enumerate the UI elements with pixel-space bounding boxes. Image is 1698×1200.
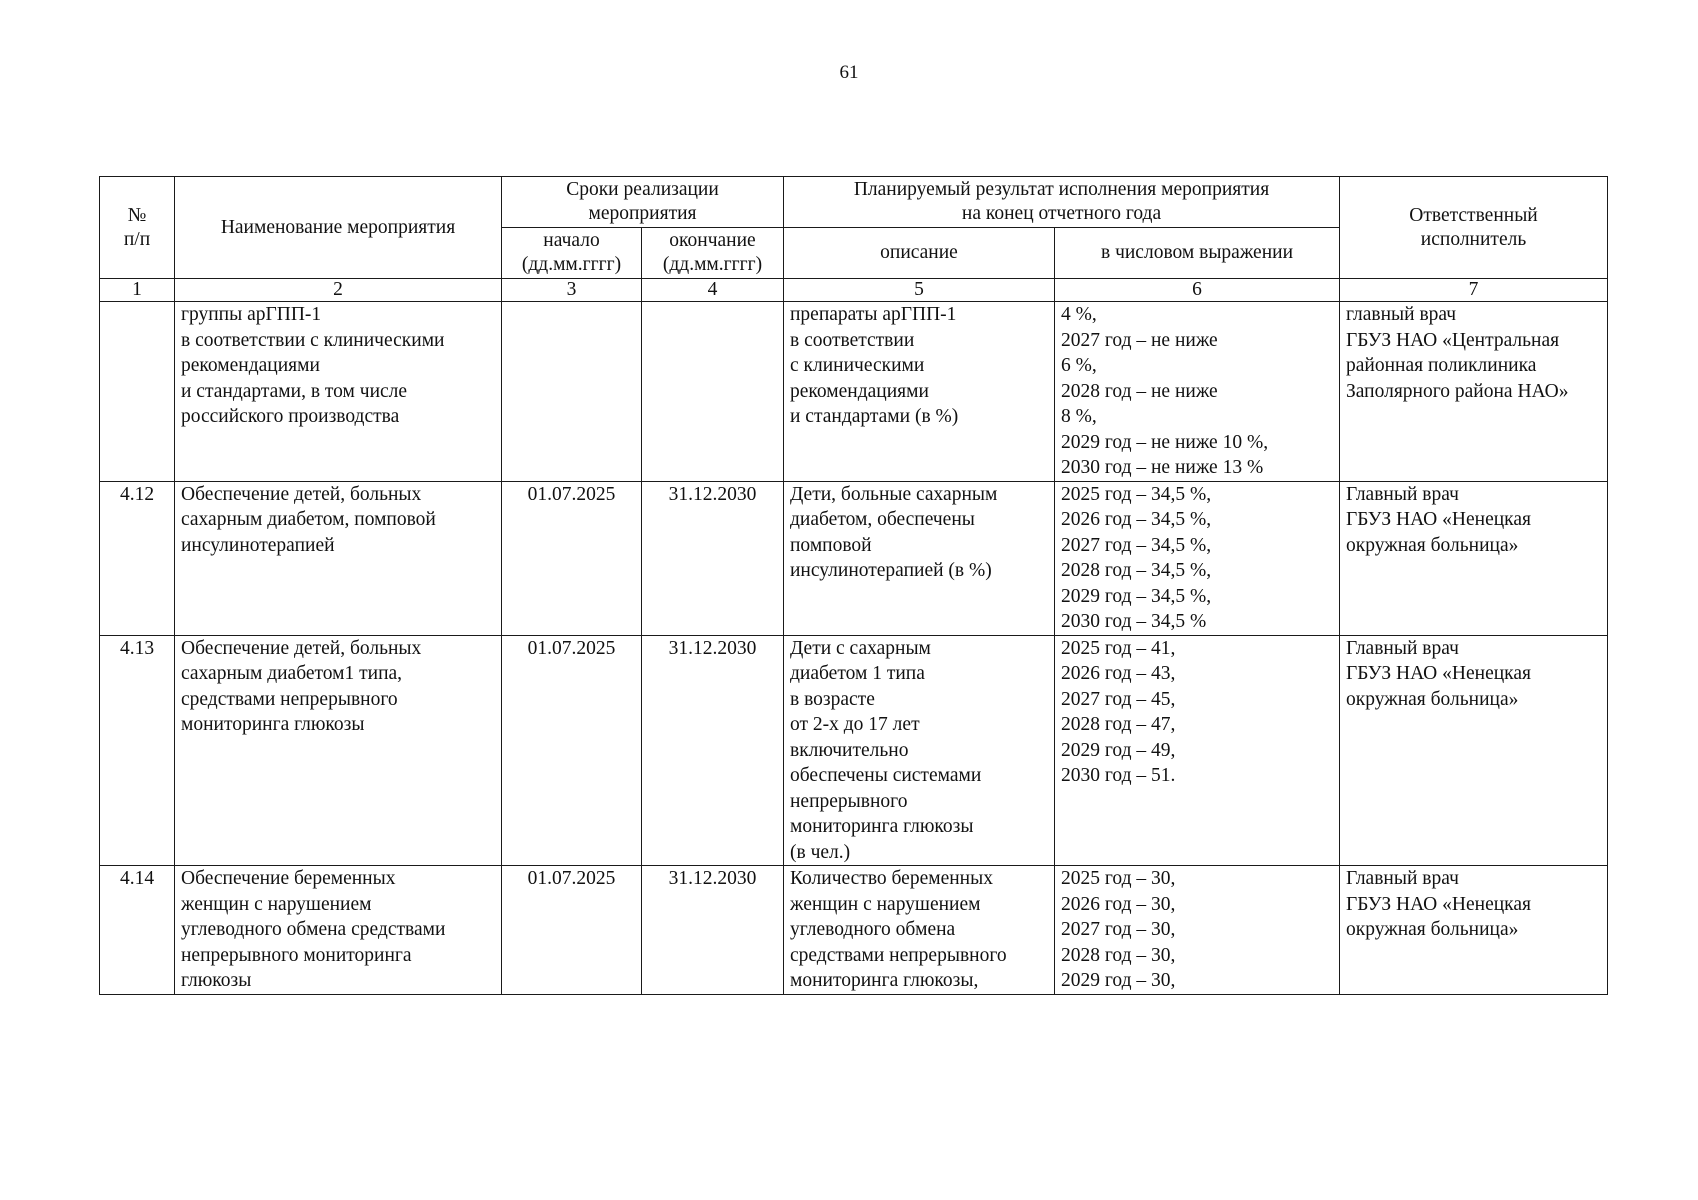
table-row bbox=[100, 302, 1608, 482]
column-number: 3 bbox=[502, 279, 642, 302]
row-end-date: 31.12.2030 bbox=[642, 635, 784, 866]
row-start-date: 01.07.2025 bbox=[502, 635, 642, 866]
row-start-date: 01.07.2025 bbox=[502, 866, 642, 995]
header-terms: Сроки реализации мероприятия bbox=[502, 177, 784, 228]
header-number: № п/п bbox=[100, 177, 175, 279]
row-numeric: 4 %, 2027 год – не ниже 6 %, 2028 год – не ниже 8 %, 2029 год – не ниже 10 %, 2030 год – не ниже 13 % bbox=[1055, 302, 1340, 482]
row-end-date: 31.12.2030 bbox=[642, 481, 784, 635]
row-description: Дети с сахарным диабетом 1 типа в возрасте от 2-х до 17 лет включительно обеспечены системами непрерывного мониторинга глюкозы (в чел.) bbox=[784, 635, 1055, 866]
row-description: препараты арГПП-1 в соответствии с клиническими рекомендациями и стандартами (в %) bbox=[784, 302, 1055, 482]
header-row-1 bbox=[100, 177, 1608, 228]
row-number bbox=[100, 302, 175, 482]
column-number: 6 bbox=[1055, 279, 1340, 302]
row-start-date: 01.07.2025 bbox=[502, 481, 642, 635]
row-number: 4.12 bbox=[100, 481, 175, 635]
row-activity-name: Обеспечение детей, больных сахарным диабетом, помповой инсулинотерапией bbox=[175, 481, 502, 635]
row-activity-name: Обеспечение беременных женщин с нарушением углеводного обмена средствами непрерывного мониторинга глюкозы bbox=[175, 866, 502, 995]
header-activity-name: Наименование мероприятия bbox=[175, 177, 502, 279]
row-responsible: Главный врач ГБУЗ НАО «Ненецкая окружная больница» bbox=[1340, 481, 1608, 635]
header-end-date: окончание (дд.мм.гггг) bbox=[642, 228, 784, 279]
row-end-date bbox=[642, 302, 784, 482]
header-start-date: начало (дд.мм.гггг) bbox=[502, 228, 642, 279]
column-number: 5 bbox=[784, 279, 1055, 302]
header-description: описание bbox=[784, 228, 1055, 279]
row-activity-name: группы арГПП-1 в соответствии с клиническими рекомендациями и стандартами, в том числе российского производства bbox=[175, 302, 502, 482]
column-numbers-row bbox=[100, 279, 1608, 302]
table-row bbox=[100, 635, 1608, 866]
row-responsible: главный врач ГБУЗ НАО «Центральная районная поликлиника Заполярного района НАО» bbox=[1340, 302, 1608, 482]
row-description: Дети, больные сахарным диабетом, обеспечены помповой инсулинотерапией (в %) bbox=[784, 481, 1055, 635]
header-numeric: в числовом выражении bbox=[1055, 228, 1340, 279]
column-number: 2 bbox=[175, 279, 502, 302]
table-row bbox=[100, 481, 1608, 635]
row-responsible: Главный врач ГБУЗ НАО «Ненецкая окружная больница» bbox=[1340, 635, 1608, 866]
row-numeric: 2025 год – 30, 2026 год – 30, 2027 год – 30, 2028 год – 30, 2029 год – 30, bbox=[1055, 866, 1340, 995]
column-number: 7 bbox=[1340, 279, 1608, 302]
row-number: 4.14 bbox=[100, 866, 175, 995]
row-activity-name: Обеспечение детей, больных сахарным диабетом1 типа, средствами непрерывного мониторинга глюкозы bbox=[175, 635, 502, 866]
column-number: 1 bbox=[100, 279, 175, 302]
row-start-date bbox=[502, 302, 642, 482]
activities-table bbox=[99, 176, 1608, 995]
row-description: Количество беременных женщин с нарушением углеводного обмена средствами непрерывного мониторинга глюкозы, bbox=[784, 866, 1055, 995]
page-number: 61 bbox=[839, 62, 859, 83]
header-responsible: Ответственный исполнитель bbox=[1340, 177, 1608, 279]
header-planned-result: Планируемый результат исполнения мероприятия на конец отчетного года bbox=[784, 177, 1340, 228]
column-number: 4 bbox=[642, 279, 784, 302]
table-row bbox=[100, 866, 1608, 995]
row-numeric: 2025 год – 41, 2026 год – 43, 2027 год – 45, 2028 год – 47, 2029 год – 49, 2030 год – 51. bbox=[1055, 635, 1340, 866]
row-end-date: 31.12.2030 bbox=[642, 866, 784, 995]
row-number: 4.13 bbox=[100, 635, 175, 866]
row-numeric: 2025 год – 34,5 %, 2026 год – 34,5 %, 2027 год – 34,5 %, 2028 год – 34,5 %, 2029 год – 34,5 %, 2030 год – 34,5 % bbox=[1055, 481, 1340, 635]
row-responsible: Главный врач ГБУЗ НАО «Ненецкая окружная больница» bbox=[1340, 866, 1608, 995]
